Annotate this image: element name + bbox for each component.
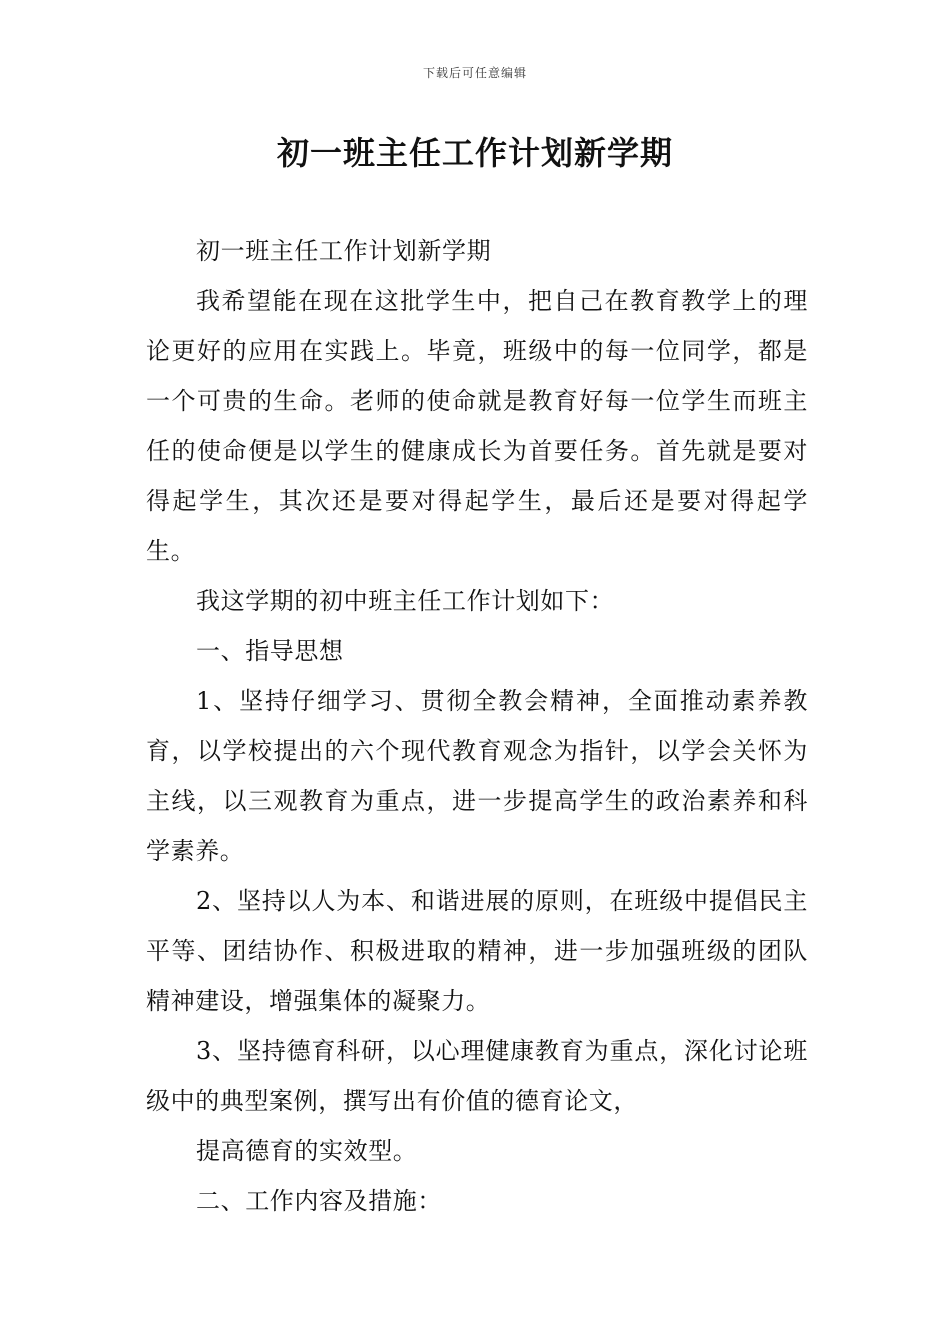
document-title: 初一班主任工作计划新学期	[276, 134, 673, 172]
paragraph-item-2: 2、坚持以人为本、和谐进展的原则，在班级中提倡民主平等、团结协作、积极进取的精神，进一步加强班级的团队精神建设，增强集体的凝聚力。	[146, 887, 808, 1015]
paragraph-item-3-continued: 提高德育的实效型。	[196, 1137, 418, 1165]
paragraph-intro: 我希望能在现在这批学生中，把自己在教育教学上的理论更好的应用在实践上。毕竟，班级中的每一位同学，都是一个可贵的生命。老师的使命就是教育好每一位学生而班主任的使命便是以学生的健康成长为首要任务。首先就是要对得起学生，其次还是要对得起学生，最后还是要对得起学生。	[146, 287, 808, 565]
paragraph-item-3: 3、坚持德育科研，以心理健康教育为重点，深化讨论班级中的典型案例，撰写出有价值的德育论文，	[146, 1037, 808, 1115]
section-heading-work-content: 二、工作内容及措施：	[196, 1187, 442, 1215]
paragraph-subtitle: 初一班主任工作计划新学期	[196, 237, 492, 265]
section-heading-guiding-thought: 一、指导思想	[196, 637, 344, 665]
paragraph-item-1: 1、坚持仔细学习、贯彻全教会精神，全面推动素养教育，以学校提出的六个现代教育观念为指针，以学会关怀为主线，以三观教育为重点，进一步提高学生的政治素养和科学素养。	[146, 687, 808, 865]
paragraph-plan-lead: 我这学期的初中班主任工作计划如下：	[196, 587, 615, 615]
header-note: 下载后可任意编辑	[422, 66, 527, 80]
document-body	[146, 226, 808, 1226]
